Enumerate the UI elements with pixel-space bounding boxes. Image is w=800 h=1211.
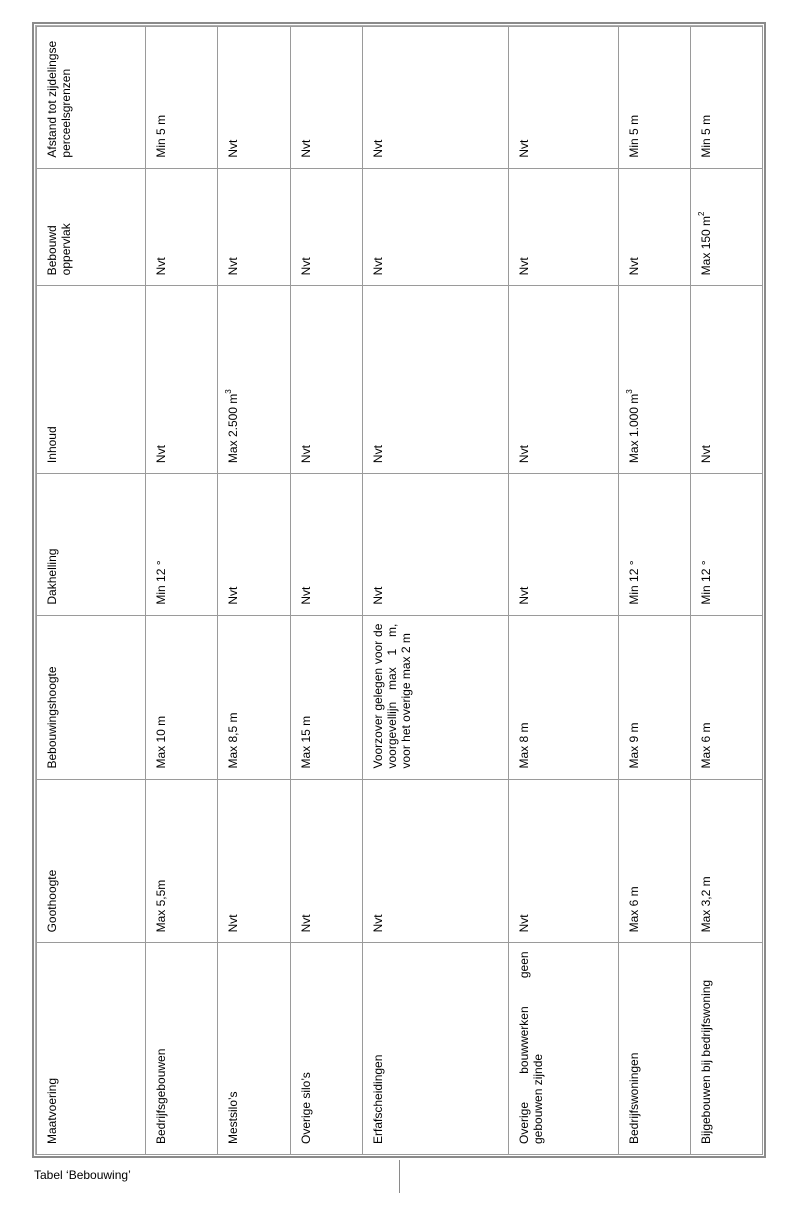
cell: Nvt [362, 168, 509, 286]
cell: Nvt [509, 168, 618, 286]
cell: Max 9 m [618, 615, 690, 779]
cell: Nvt [362, 779, 509, 943]
cell: Max 6 m [618, 779, 690, 943]
cell-value: Max 1.000 m [626, 393, 641, 464]
cell: Nvt [290, 474, 362, 616]
cell: Nvt [362, 286, 509, 474]
cell-inhoud-label: Inhoud [37, 286, 146, 474]
page-divider-line [399, 1160, 400, 1193]
cell-value: Max 150 m [698, 215, 713, 276]
cell: Max 10 m [146, 615, 218, 779]
cell: Max 6 m [690, 615, 762, 779]
cell-bebouwingshoogte-label: Bebouwingshoogte [37, 615, 146, 779]
superscript: 3 [224, 389, 234, 394]
cell: Min 12 ° [690, 474, 762, 616]
cell: Max 3,2 m [690, 779, 762, 943]
rotated-table-container [36, 26, 763, 1155]
cell-with-sup [218, 286, 290, 474]
cell: Nvt [218, 27, 290, 169]
cell-with-sup [618, 286, 690, 474]
header-overige-bouwwerken: Overige bouwwerken geen gebouwen zijnde [509, 943, 618, 1155]
table-row [362, 27, 509, 1155]
cell: Nvt [509, 474, 618, 616]
cell: Min 5 m [618, 27, 690, 169]
cell: Nvt [290, 779, 362, 943]
header-bedrijfswoningen: Bedrijfswoningen [618, 943, 690, 1155]
table-caption: Tabel ‘Bebouwing’ [34, 1168, 131, 1182]
cell-goothoogte-label: Goothoogte [37, 779, 146, 943]
header-maatvoering: Maatvoering [37, 943, 146, 1155]
cell: Max 8,5 m [218, 615, 290, 779]
cell: Nvt [290, 27, 362, 169]
header-bijgebouwen: Bijgebouwen bij bedrijfswoning [690, 943, 762, 1155]
cell-bebouwd-oppervlak-label: Bebouwd oppervlak [37, 168, 146, 286]
header-overige-silos: Overige silo’s [290, 943, 362, 1155]
cell: Nvt [509, 27, 618, 169]
cell: Min 12 ° [146, 474, 218, 616]
cell: Nvt [290, 286, 362, 474]
cell: Max 5,5m [146, 779, 218, 943]
cell: Nvt [290, 168, 362, 286]
table-row [509, 27, 618, 1155]
cell-dakhelling-label: Dakhelling [37, 474, 146, 616]
cell: Nvt [218, 474, 290, 616]
cell-afstand-label: Afstand tot zijdelingse perceelsgrenzen [37, 27, 146, 169]
header-erfafscheidingen: Erfafscheidingen [362, 943, 509, 1155]
header-mestsilos: Mestsilo’s [218, 943, 290, 1155]
cell: Nvt [509, 286, 618, 474]
cell: Nvt [146, 168, 218, 286]
table-row [218, 27, 290, 1155]
cell: Max 8 m [509, 615, 618, 779]
bebouwing-table [36, 26, 763, 1155]
table-row [290, 27, 362, 1155]
cell: Nvt [509, 779, 618, 943]
cell: Nvt [218, 779, 290, 943]
cell-value: Max 2.500 m [226, 393, 241, 464]
cell: Nvt [362, 474, 509, 616]
table-row [146, 27, 218, 1155]
superscript: 2 [696, 211, 706, 216]
cell: Nvt [362, 27, 509, 169]
cell: Min 12 ° [618, 474, 690, 616]
table-row [690, 27, 762, 1155]
cell: Nvt [218, 168, 290, 286]
cell: Min 5 m [146, 27, 218, 169]
cell: Nvt [690, 286, 762, 474]
superscript: 3 [624, 389, 634, 394]
header-bedrijfsgebouwen: Bedrijfsgebouwen [146, 943, 218, 1155]
cell: Nvt [618, 168, 690, 286]
cell: Max 15 m [290, 615, 362, 779]
table-row [37, 27, 146, 1155]
cell: Voorzover gelegen voor de voorgevellijn max 1 m, voor het overige max 2 m [362, 615, 509, 779]
cell: Nvt [146, 286, 218, 474]
cell-with-sup [690, 168, 762, 286]
table-row [618, 27, 690, 1155]
cell: Min 5 m [690, 27, 762, 169]
